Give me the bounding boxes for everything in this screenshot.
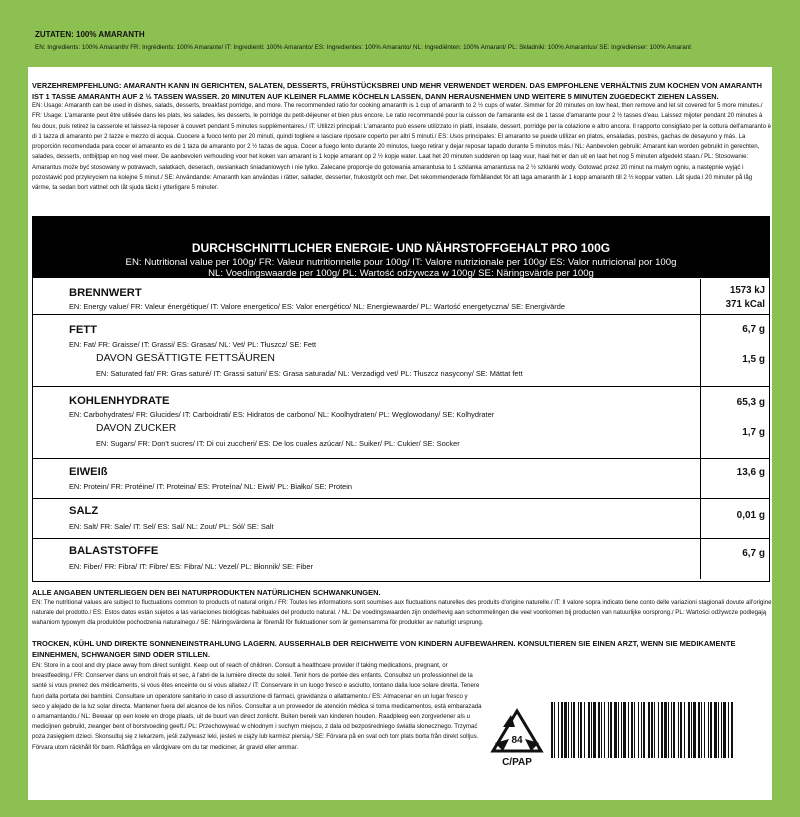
barcode — [551, 702, 733, 758]
barcode-bar — [654, 702, 655, 758]
usage-translations: EN: Usage: Amaranth can be used in dishes, salads, desserts, breakfast porridge, and more. The recommended ratio for cooking amaranth is 1 cup of amaranth to 2 ½ cups of water. Simmer for 20 minutes on low heat, then remove and let sit covered for 5 more minutes./ FR: Usage: L'amarante peut être utilisée dans les plats, les salades, les desserts, le porridge du petit-déjeuner et bien plus encore. Le ratio recommandé pour la cuisson de l'amarante est de 1 tasse d'amarante pour 2 ½ tasses d'eau. Laissez mijoter pendant 20 minutes à feu doux, puis retirez la casserole et laissez-la reposer à couvert pendant 5 minutes supplémentaires./ IT: Utilizzi principali: L'amaranto può essere utilizzato in piatti, insalate, dessert, porridge per la colazione e altro ancora. Il rapporto consigliato per la cottura dell'amaranto è di 1 tazza di amaranto per 2 tazze e mezzo di acqua. Cuocere a fuoco lento per 20 minuti, quindi togliere e lasciare riposare coperto per altri 5 minuti./ ES: Usos principales: El amaranto se puede utilizar en platos, ensaladas, postres, gachas de desayuno y más. La proporción recomendada para cocer el amaranto es de 1 taza de amaranto por 2 ½ tazas de agua. Cocer a fuego lento durante 20 minutos, luego retirar y dejar reposar tapado durante 5 minutos más./ NL: Aanbevolen gebruik: Amarant kan worden gebruikt in gerechten, salades, desserts, ontbijtpap en nog veel meer. De aanbevolen verhouding voor het koken van amarant is 1 kopje amarant op 2 ½ kopje water. Laat het 20 minuten sudderen op laag vuur, haal het er dan uit en laat het nog 5 minuten afgedekt staan./ PL: Stosowanie: Amarantus może być stosowany w potrawach, sałatkach, deserach, owsiankach śniadaniowych i nie tylko. Zalecane proporcje do gotowania amarantusa to 1 szklanka amarantusa na 2 ½ szklanki wody. Gotować przez 20 minut na małym ogniu, a następnie wyjąć i pozostawić pod przykryciem na kolejne 5 minut./ SE: Användande: Amaranth kan användas i rätter, sallader, desserter, frukostgröt och mer. Det rekommenderade förhållandet för att laga amaranth är 1 kopp amaranth till 2 ½ koppar vatten. Låt sjuda i 20 minuter på låg värme, ta sedan bort vattnet och låt sjuda täckt i ytterligare 5 minuter. — [32, 102, 772, 192]
barcode-bar — [591, 702, 592, 758]
barcode-bar — [668, 702, 669, 758]
barcode-bar — [723, 702, 726, 758]
row-fat-name: FETT — [69, 324, 97, 336]
ingredients-title: ZUTATEN: 100% AMARANTH — [35, 30, 145, 39]
barcode-bar — [631, 702, 633, 758]
variation-heading: ALLE ANGABEN UNTERLIEGEN DEN BEI NATURPRODUKTEN NATÜRLICHEN SCHWANKUNGEN. — [32, 588, 381, 597]
row-fiber-name: BALASTSTOFFE — [69, 545, 159, 557]
barcode-bar — [664, 702, 667, 758]
row-satfat-value: 1,5 g — [742, 354, 765, 365]
row-sugar-value: 1,7 g — [742, 427, 765, 438]
storage-heading: TROCKEN, KÜHL UND DIREKTE SONNENEINSTRAHLUNG LAGERN. AUSSERHALB DER REICHWEITE VON KINDERN AUFBEWAHREN. KONSULTIEREN SIE EINEN ARZT, WENN SIE MEDIKAMENTE EINNEHMEN, SCHWANGER SIND ODER STILLEN. — [32, 639, 736, 659]
barcode-bar — [688, 702, 690, 758]
barcode-bar — [564, 702, 567, 758]
row-salt-sub: EN: Salt/ FR: Sale/ IT: Sel/ ES: Sal/ NL: Zout/ PL: Sól/ SE: Salt — [69, 522, 274, 531]
barcode-bar — [614, 702, 617, 758]
barcode-bar — [708, 702, 709, 758]
barcode-bar — [693, 702, 696, 758]
barcode-bar — [731, 702, 733, 758]
row-fat-sub: EN: Fat/ FR: Graisse/ IT: Grassi/ ES: Grasas/ NL: Vet/ PL: Tłuszcz/ SE: Fett — [69, 340, 317, 349]
row-sugar-name: DAVON ZUCKER — [96, 423, 177, 434]
recycle-code: C/PAP — [502, 757, 532, 768]
barcode-bar — [578, 702, 579, 758]
row-sugar-sub: EN: Sugars/ FR: Don't sucres/ IT: Di cui zuccheri/ ES: De los cuales azúcar/ NL: Suiker/ PL: Cukier/ SE: Socker — [96, 439, 460, 448]
row-carbs-name: KOHLENHYDRATE — [69, 395, 170, 407]
row-carbs-sub: EN: Carbohydrates/ FR: Glucides/ IT: Carboidrati/ ES: Hidratos de carbono/ NL: Koolhydraten/ PL: Węglowodany/ SE: Kolhydrater — [69, 410, 495, 419]
barcode-bar — [721, 702, 722, 758]
row-energy-kcal: 371 kCal — [725, 299, 765, 310]
row-energy-sub: EN: Energy value/ FR: Valeur énergétique/ IT: Valore energetico/ ES: Valor energético/ NL: Energiewaarde/ PL: Wartość energetyczna/ SE: Energivärde — [69, 302, 565, 311]
barcode-bar — [704, 702, 705, 758]
barcode-bar — [580, 702, 582, 758]
barcode-bar — [618, 702, 619, 758]
barcode-bar — [584, 702, 585, 758]
row-protein-sub: EN: Protein/ FR: Protéine/ IT: Proteina/ ES: Proteína/ NL: Eiwit/ PL: Białko/ SE: Protein — [69, 482, 353, 491]
barcode-bar — [573, 702, 575, 758]
barcode-bar — [714, 702, 717, 758]
barcode-bar — [604, 702, 605, 758]
barcode-bar — [608, 702, 609, 758]
barcode-bar — [561, 702, 563, 758]
usage-heading: VERZEHREMPFEHLUNG: AMARANTH KANN IN GERICHTEN, SALATEN, DESSERTS, FRÜHSTÜCKSBREI UND MEHR VERWENDET WERDEN. DAS EMPFOHLENE VERHÄLTNIS ZUM KOCHEN VON AMARANTH IST 1 TASSE AMARANTH AUF 2 ½ TASSEN WASSER. 20 MINUTEN AUF KLEINER FLAMME KÖCHELN LASSEN, DANN HERAUSNEHMEN UND WEITERE 5 MINUTEN ZUGEDECKT ZIEHEN LASSEN. — [32, 81, 762, 101]
barcode-bar — [658, 702, 659, 758]
barcode-bar — [718, 702, 719, 758]
barcode-bar — [648, 702, 650, 758]
row-protein-name: EIWEIß — [69, 466, 108, 478]
nutrition-subtitle-2: NL: Voedingswaarde per 100g/ PL: Wartość odżywcza w 100g/ SE: Näringsvärde per 100g — [208, 268, 594, 279]
row-fat-value: 6,7 g — [742, 324, 765, 335]
barcode-bar — [634, 702, 635, 758]
row-salt-name: SALZ — [69, 505, 99, 517]
row-protein-value: 13,6 g — [736, 467, 765, 478]
nutrition-title-main: DURCHSCHNITTLICHER ENERGIE- UND NÄHRSTOFFGEHALT PRO 100G — [32, 241, 770, 255]
barcode-bar — [551, 702, 553, 758]
barcode-bar — [643, 702, 645, 758]
barcode-bar — [728, 702, 729, 758]
row-satfat-sub: EN: Saturated fat/ FR: Gras saturé/ IT: Grassi saturi/ ES: Grasa saturada/ NL: Verzadigd vet/ PL: Tłuszcz nasycony/ SE: Mättat fett — [96, 369, 523, 378]
barcode-bar — [701, 702, 702, 758]
barcode-bar — [623, 702, 626, 758]
variation-translations: EN: The nutritional values are subject to fluctuations common to products of natural origin./ FR: Toutes les informations sont soumises aux fluctuations naturelles des produits d'origine naturelle./ IT: Il valore sopra indicato tiene conto delle variazioni stagionali dovute all'origine naturale del prodotto./ ES: Estos datos están sujetos a las variaciones biológicas habituales del producto natural. / NL: De voedingswaarden zijn onderhevig aan schommelingen die veel voorkomen bij producten van natuurlijke oorsprong./ PL: Wartości odżywcze podlegają wahaniom typowym dla produktów pochodzenia naturalnego./ SE: Näringsvärdena är föremål för fluktuationer som är gemensamma för produkter av naturligt ursprung. — [32, 599, 772, 627]
barcode-bar — [610, 702, 612, 758]
barcode-bar — [671, 702, 672, 758]
barcode-bar — [598, 702, 600, 758]
barcode-bar — [621, 702, 622, 758]
ingredients-line: EN: Ingredients: 100% Amaranth/ FR: Ingrédients: 100% Amarante/ IT: Ingredienti: 100% Amaranto/ ES: Ingredientes: 100% Amaranto/ NL: Ingrediënten: 100% Amarant/ PL: Składniki: 100% Amarantus/ SE: Ingredienser: 100% Amarant — [35, 44, 691, 51]
barcode-bar — [571, 702, 572, 758]
barcode-bar — [554, 702, 555, 758]
barcode-bar — [558, 702, 559, 758]
barcode-bar — [601, 702, 602, 758]
barcode-bar — [691, 702, 692, 758]
row-carbs-value: 65,3 g — [736, 397, 765, 408]
barcode-bar — [638, 702, 639, 758]
row-salt — [32, 499, 770, 539]
barcode-bar — [698, 702, 700, 758]
row-protein — [32, 459, 770, 499]
barcode-bar — [651, 702, 653, 758]
row-fiber-value: 6,7 g — [742, 548, 765, 559]
row-salt-value: 0,01 g — [736, 510, 765, 521]
barcode-bar — [641, 702, 642, 758]
row-satfat-name: DAVON GESÄTTIGTE FETTSÄUREN — [96, 352, 275, 364]
barcode-bar — [593, 702, 596, 758]
barcode-bar — [628, 702, 629, 758]
row-energy-name: BRENNWERT — [69, 287, 142, 299]
row-energy-kj: 1573 kJ — [729, 285, 765, 296]
recycle-number: 84 — [511, 735, 523, 746]
barcode-bar — [673, 702, 675, 758]
barcode-bar — [661, 702, 663, 758]
barcode-bar — [710, 702, 712, 758]
barcode-bar — [680, 702, 682, 758]
recycling-icon — [489, 707, 545, 769]
storage-translations: EN: Store in a cool and dry place away from direct sunlight. Keep out of reach of children. Consult a healthcare provider if taking medications, pregnant, or breastfeeding./ FR: Conserver dans un endroit frais et sec, à l'abri de la lumière directe du soleil. Tenir hors de portée des enfants. Consultez un professionnel de la santé si vous prenez des médicaments, si vous êtes enceinte ou si vous allaitez./ IT: Conservare in un luogo fresco e asciutto, lontano dalla luce solare diretta. Tenere fuori dalla portata dei bambini. Consultare un operatore sanitario in caso di assunzione di farmaci, gravidanza o allattamento./ ES: Almacenar en un lugar fresco y seco y alejado de la luz solar directa. Mantener fuera del alcance de los niños. Consultar a un proveedor de atención médica si toma medicamentos, está embarazada o amamantando./ NL: Bewaar op een koele en droge plaats, uit de buurt van direct zonlicht. Buiten bereik van kinderen houden. Raadpleeg een zorgverlener als u medicijnen gebruikt, zwanger bent of borstvoeding geeft./ PL: Przechowywać w chłodnym i suchym miejscu, z dala od bezpośredniego światła słonecznego. Trzymać poza zasięgiem dzieci. Skonsultuj się z lekarzem, jeśli zażywasz leki, jesteś w ciąży lub karmisz piersią./ SE: Förvara på en sval och torr plats borta från direkt solljus. Förvara utom räckhåll för barn. Rådfråga en vårdgivare om du tar mediciner, är gravid eller ammar. — [32, 662, 482, 751]
row-fiber-sub: EN: Fiber/ FR: Fibra/ IT: Fibre/ ES: Fibra/ NL: Vezel/ PL: Błonnik/ SE: Fiber — [69, 562, 313, 571]
ingredients-strip — [0, 0, 800, 67]
barcode-bar — [568, 702, 569, 758]
barcode-bar — [678, 702, 679, 758]
barcode-bar — [588, 702, 590, 758]
barcode-bar — [684, 702, 685, 758]
nutrition-subtitle-1: EN: Nutritional value per 100g/ FR: Valeur nutritionnelle pour 100g/ IT: Valore nutrizionale per 100g/ ES: Valor nutricional por 100g — [125, 257, 677, 268]
